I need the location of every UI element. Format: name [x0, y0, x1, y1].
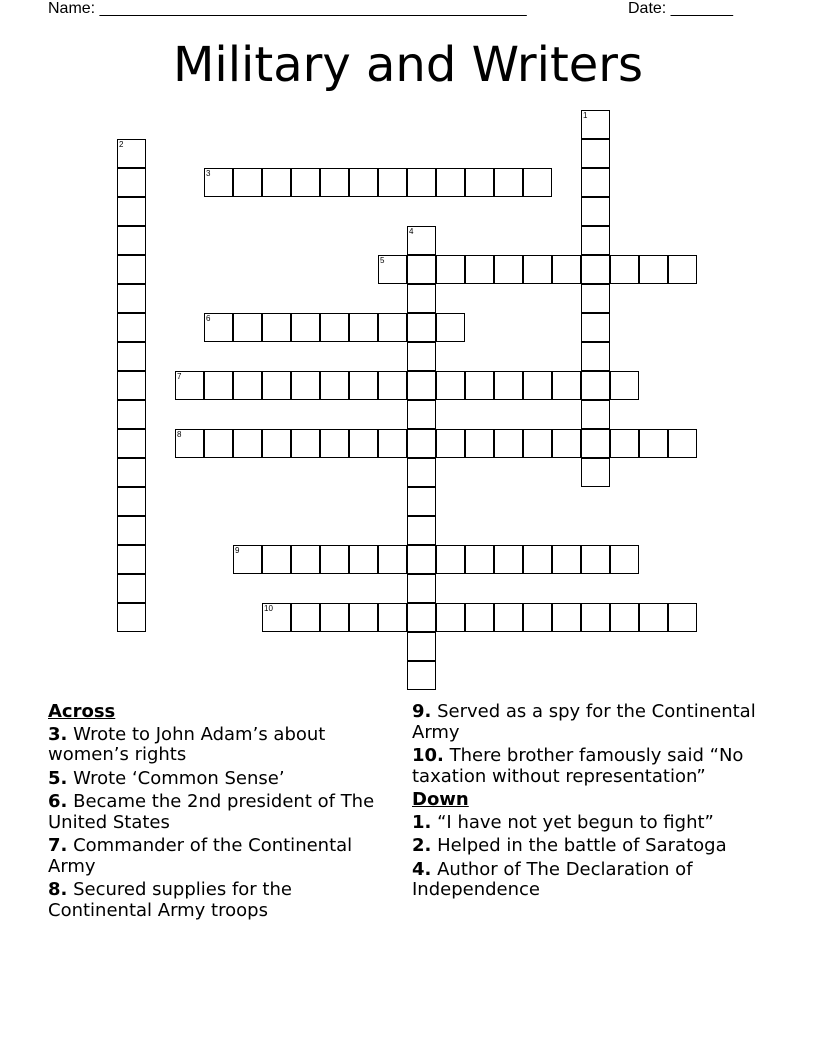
clue-down-4: 4. Author of The Declaration of Independence: [412, 858, 693, 900]
grid-cell[interactable]: [465, 545, 494, 574]
clue-number-label: 6: [206, 314, 211, 323]
grid-cell[interactable]: [494, 429, 523, 458]
clue-number-label: 1: [583, 111, 588, 120]
clue-across-3: 3. Wrote to John Adam’s about women’s rights: [48, 723, 326, 765]
clues-column-right: [412, 702, 772, 904]
down-heading: Down: [412, 789, 469, 810]
grid-cell[interactable]: [581, 255, 610, 284]
grid-cell[interactable]: [581, 371, 610, 400]
clue-down-1: 1. “I have not yet begun to fight”: [412, 811, 714, 833]
grid-cell[interactable]: [320, 429, 349, 458]
grid-cell[interactable]: [581, 400, 610, 429]
grid-cell[interactable]: [436, 603, 465, 632]
grid-cell[interactable]: [262, 313, 291, 342]
grid-cell[interactable]: [407, 661, 436, 690]
grid-cell[interactable]: [117, 545, 146, 574]
grid-cell[interactable]: [117, 197, 146, 226]
clue-down-2: 2. Helped in the battle of Saratoga: [412, 835, 727, 856]
grid-cell[interactable]: [494, 255, 523, 284]
grid-cell[interactable]: [465, 603, 494, 632]
grid-cell[interactable]: [610, 371, 639, 400]
grid-cell[interactable]: [494, 545, 523, 574]
clue-number-label: 9: [235, 546, 240, 555]
grid-cell[interactable]: [581, 342, 610, 371]
grid-cell[interactable]: [262, 371, 291, 400]
clue-across-7: 7. Commander of the Continental Army: [48, 835, 353, 877]
grid-cell[interactable]: [378, 168, 407, 197]
grid-cell[interactable]: [117, 255, 146, 284]
grid-cell[interactable]: [262, 545, 291, 574]
grid-cell[interactable]: [407, 400, 436, 429]
clue-number-label: 3: [206, 169, 211, 178]
grid-cell[interactable]: [233, 168, 262, 197]
name-field-label[interactable]: Name: ________________________________________________: [48, 0, 527, 17]
grid-cell[interactable]: [552, 545, 581, 574]
grid-cell[interactable]: [117, 574, 146, 603]
grid-cell[interactable]: [407, 371, 436, 400]
grid-cell[interactable]: [117, 371, 146, 400]
grid-cell[interactable]: [291, 371, 320, 400]
grid-cell[interactable]: [233, 371, 262, 400]
grid-cell[interactable]: [407, 574, 436, 603]
clue-number-label: 2: [119, 140, 124, 149]
grid-cell[interactable]: [552, 429, 581, 458]
grid-cell[interactable]: [117, 487, 146, 516]
grid-cell[interactable]: [523, 545, 552, 574]
grid-cell[interactable]: [581, 313, 610, 342]
grid-cell[interactable]: [581, 284, 610, 313]
date-field-label[interactable]: Date: _______: [628, 0, 733, 17]
clue-across-5: 5. Wrote ‘Common Sense’: [48, 767, 285, 789]
grid-cell[interactable]: [494, 371, 523, 400]
grid-cell[interactable]: [349, 168, 378, 197]
grid-cell[interactable]: [523, 371, 552, 400]
grid-cell[interactable]: [436, 371, 465, 400]
grid-cell[interactable]: [291, 313, 320, 342]
grid-cell[interactable]: [349, 371, 378, 400]
grid-cell[interactable]: [407, 632, 436, 661]
grid-cell[interactable]: [407, 458, 436, 487]
grid-cell[interactable]: [436, 545, 465, 574]
grid-cell[interactable]: [552, 255, 581, 284]
grid-cell[interactable]: [581, 197, 610, 226]
grid-cell[interactable]: [378, 429, 407, 458]
clue-number-label: 4: [409, 227, 414, 236]
grid-cell[interactable]: [320, 313, 349, 342]
grid-cell[interactable]: [581, 458, 610, 487]
grid-cell[interactable]: [349, 313, 378, 342]
grid-cell[interactable]: [262, 429, 291, 458]
grid-cell[interactable]: [320, 168, 349, 197]
grid-cell[interactable]: [610, 545, 639, 574]
page-title: Military and Writers: [172, 37, 644, 93]
grid-cell[interactable]: [233, 313, 262, 342]
grid-cell[interactable]: [523, 603, 552, 632]
clues-column-left: [48, 702, 388, 924]
grid-cell[interactable]: [349, 603, 378, 632]
grid-cell[interactable]: [349, 429, 378, 458]
grid-cell[interactable]: [523, 168, 552, 197]
grid-cell[interactable]: [610, 603, 639, 632]
clue-number-label: 8: [177, 430, 182, 439]
grid-cell[interactable]: [204, 371, 233, 400]
grid-cell[interactable]: [639, 429, 668, 458]
grid-cell[interactable]: [117, 342, 146, 371]
grid-cell[interactable]: [668, 429, 697, 458]
grid-cell[interactable]: [407, 429, 436, 458]
grid-cell[interactable]: [378, 371, 407, 400]
grid-cell[interactable]: [291, 168, 320, 197]
grid-cell[interactable]: [436, 429, 465, 458]
grid-cell[interactable]: [668, 255, 697, 284]
grid-cell[interactable]: [581, 429, 610, 458]
grid-cell[interactable]: [581, 545, 610, 574]
clue-across-6: 6. Became the 2nd president of The United States: [48, 791, 375, 833]
grid-cell[interactable]: [117, 226, 146, 255]
clue-across-10: 10. There brother famously said “No taxation without representation”: [412, 745, 744, 787]
grid-cell[interactable]: [494, 603, 523, 632]
grid-cell[interactable]: [407, 255, 436, 284]
grid-cell[interactable]: [407, 168, 436, 197]
grid-cell[interactable]: [407, 545, 436, 574]
clue-across-8: 8. Secured supplies for the Continental Army troops: [48, 879, 292, 921]
grid-cell[interactable]: [117, 429, 146, 458]
grid-cell[interactable]: [117, 284, 146, 313]
grid-cell[interactable]: [117, 168, 146, 197]
grid-cell[interactable]: [291, 429, 320, 458]
clue-number-label: 7: [177, 372, 182, 381]
grid-cell[interactable]: [407, 603, 436, 632]
grid-cell[interactable]: [581, 603, 610, 632]
grid-cell[interactable]: [465, 255, 494, 284]
grid-cell[interactable]: [465, 429, 494, 458]
grid-cell[interactable]: [581, 139, 610, 168]
grid-cell[interactable]: [436, 313, 465, 342]
clue-number-label: 10: [264, 604, 273, 613]
grid-cell[interactable]: [465, 168, 494, 197]
grid-cell[interactable]: [436, 168, 465, 197]
grid-cell[interactable]: [668, 603, 697, 632]
grid-cell[interactable]: [407, 313, 436, 342]
grid-cell[interactable]: [320, 545, 349, 574]
grid-cell[interactable]: [407, 342, 436, 371]
grid-cell[interactable]: [523, 429, 552, 458]
grid-cell[interactable]: [291, 603, 320, 632]
grid-cell[interactable]: [407, 487, 436, 516]
grid-cell[interactable]: [610, 255, 639, 284]
grid-cell[interactable]: [233, 429, 262, 458]
grid-cell[interactable]: [639, 603, 668, 632]
grid-cell[interactable]: [349, 545, 378, 574]
grid-cell[interactable]: [610, 429, 639, 458]
grid-cell[interactable]: [378, 313, 407, 342]
grid-cell[interactable]: [407, 516, 436, 545]
grid-cell[interactable]: [117, 603, 146, 632]
grid-cell[interactable]: [581, 168, 610, 197]
grid-cell[interactable]: [436, 255, 465, 284]
across-heading: Across: [48, 701, 116, 722]
grid-cell[interactable]: [552, 603, 581, 632]
grid-cell[interactable]: [117, 400, 146, 429]
grid-cell[interactable]: [117, 458, 146, 487]
grid-cell[interactable]: [204, 429, 233, 458]
grid-cell[interactable]: [117, 516, 146, 545]
grid-cell[interactable]: [291, 545, 320, 574]
grid-cell[interactable]: [407, 284, 436, 313]
grid-cell[interactable]: [639, 255, 668, 284]
grid-cell[interactable]: [262, 168, 291, 197]
grid-cell[interactable]: [523, 255, 552, 284]
grid-cell[interactable]: [320, 603, 349, 632]
grid-cell[interactable]: [378, 545, 407, 574]
grid-cell[interactable]: [581, 226, 610, 255]
clue-number-label: 5: [380, 256, 385, 265]
grid-cell[interactable]: [378, 603, 407, 632]
grid-cell[interactable]: [465, 371, 494, 400]
grid-cell[interactable]: [320, 371, 349, 400]
grid-cell[interactable]: [117, 313, 146, 342]
grid-cell[interactable]: [552, 371, 581, 400]
clue-across-9: 9. Served as a spy for the Continental Army: [412, 701, 756, 743]
grid-cell[interactable]: [494, 168, 523, 197]
